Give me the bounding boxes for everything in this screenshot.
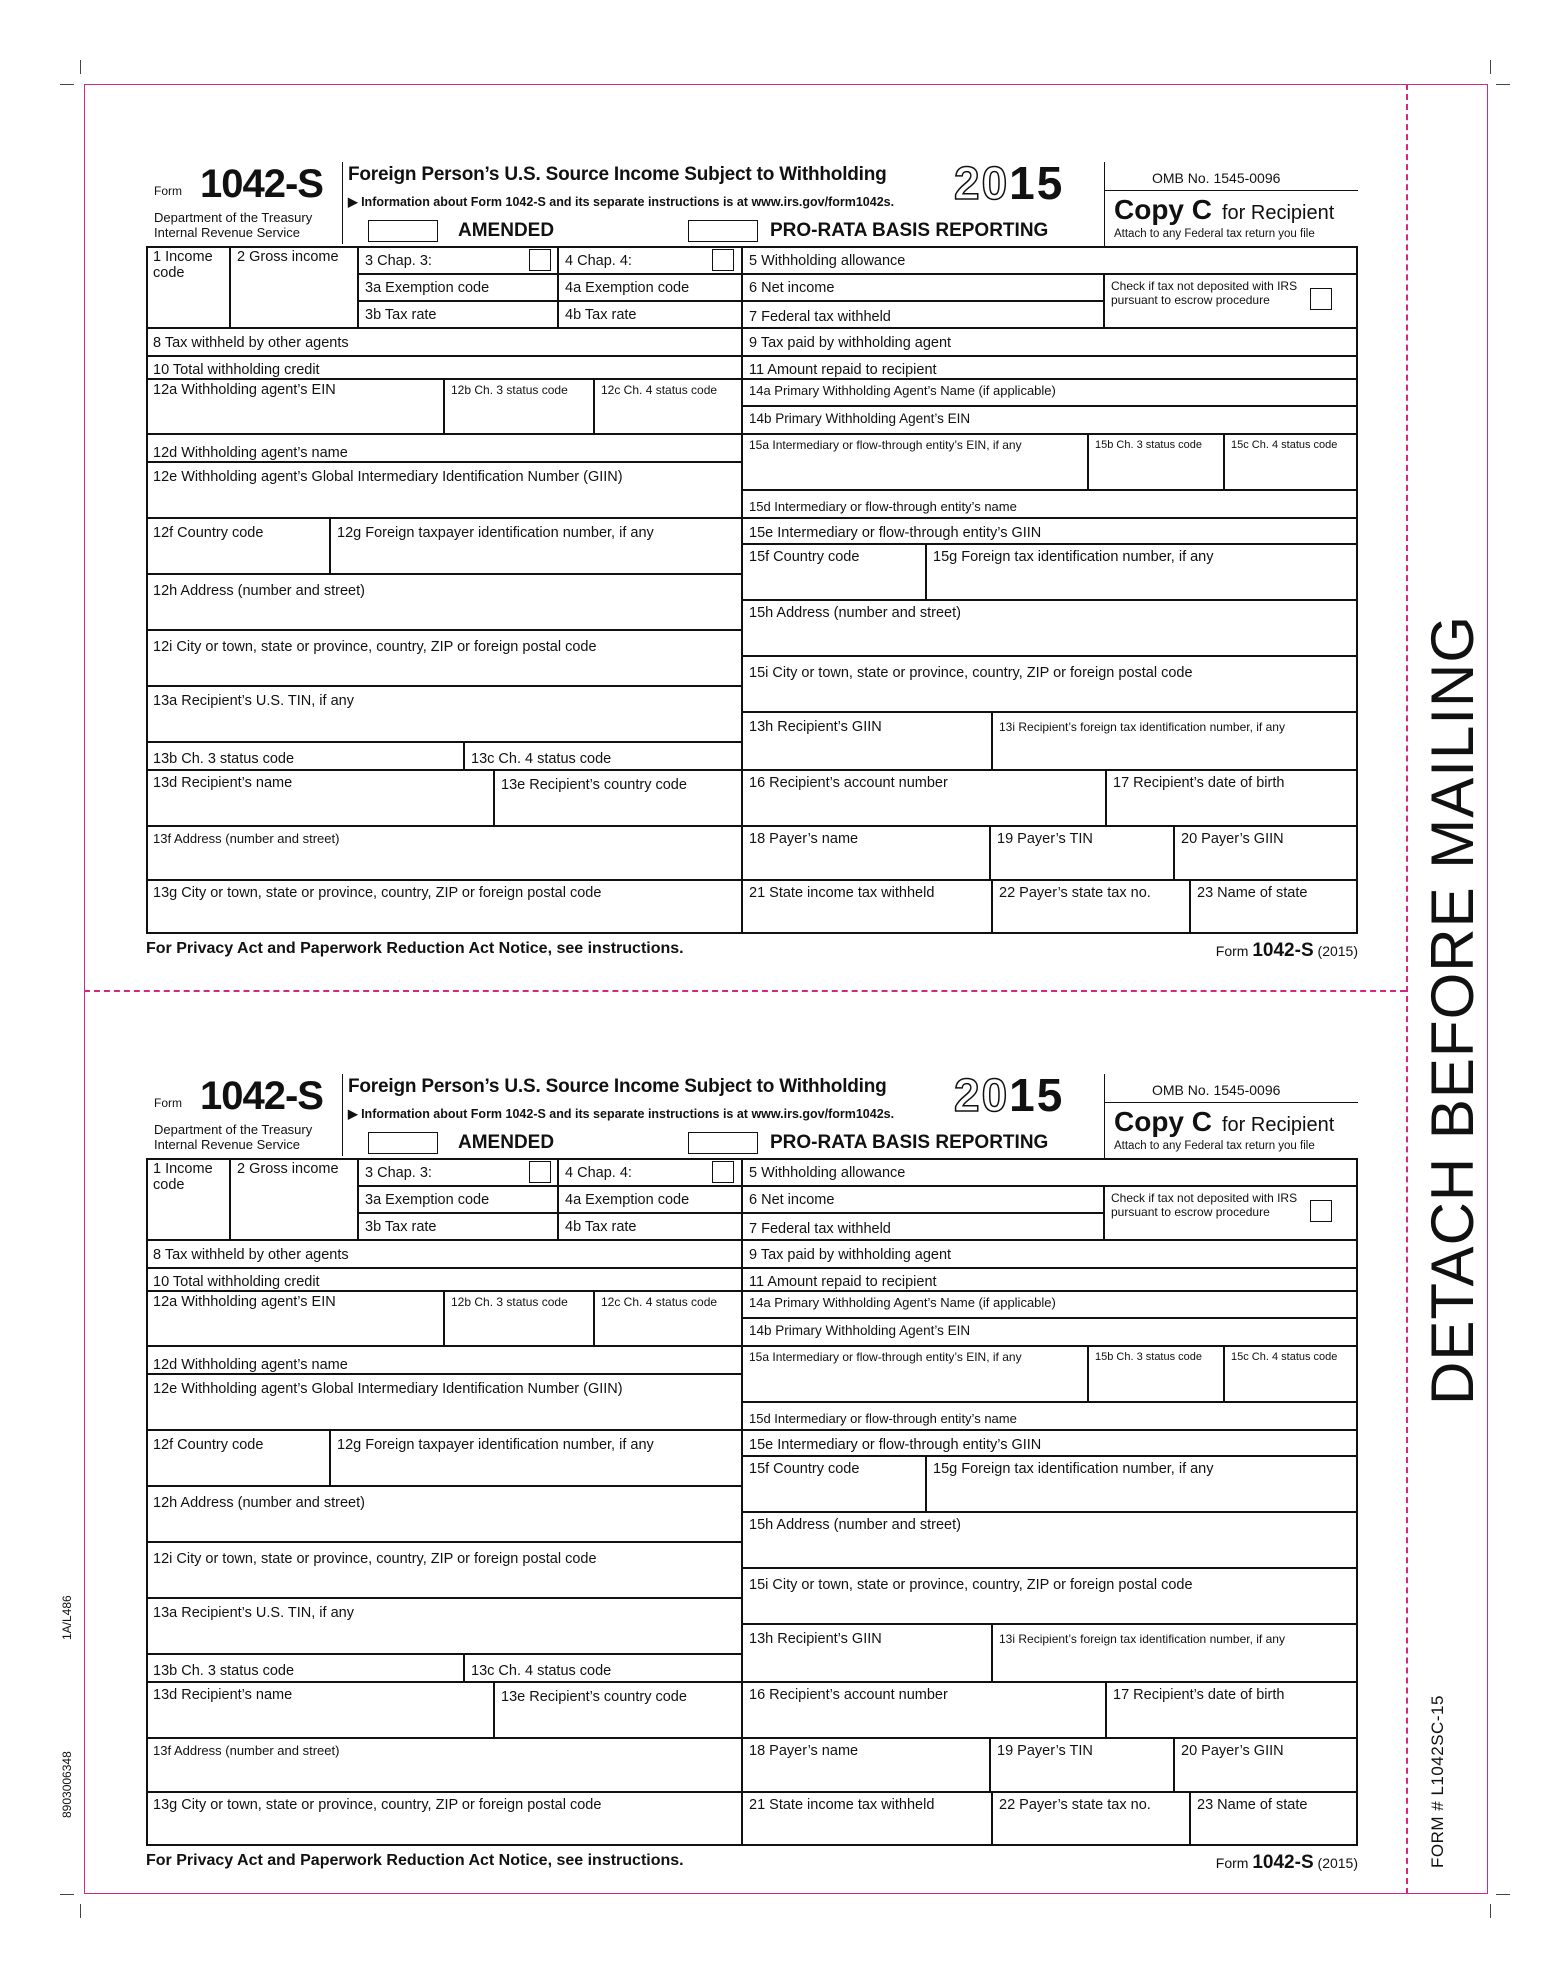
footer-form-id xyxy=(1216,940,1358,962)
crop-mark xyxy=(80,60,81,74)
field-4a-exemption-code[interactable]: 4a Exemption code xyxy=(558,274,742,301)
field-13e-recipient-country-code[interactable]: 13e Recipient’s country code xyxy=(494,770,742,826)
form-word: Form xyxy=(154,1096,182,1110)
privacy-notice: For Privacy Act and Paperwork Reduction Act Notice, see instructions. xyxy=(146,1852,684,1869)
footer-form-word: Form xyxy=(1215,943,1249,959)
field-13b-ch3-status[interactable]: 13b Ch. 3 status code xyxy=(146,742,464,770)
crop-mark xyxy=(80,1904,81,1918)
field-13c-ch4-status[interactable]: 13c Ch. 4 status code xyxy=(464,1654,742,1682)
footer-year: (2015) xyxy=(1317,943,1358,959)
form-code-text: FORM # L1042SC-15 xyxy=(1428,1695,1447,1868)
field-3a-exemption-code[interactable]: 3a Exemption code xyxy=(358,274,558,301)
form-number: 1042-S xyxy=(200,1074,323,1118)
field-12h-address[interactable]: 12h Address (number and street) xyxy=(146,574,742,630)
field-3b-tax-rate[interactable]: 3b Tax rate xyxy=(358,301,558,328)
field-22-payer-state-tax-no[interactable]: 22 Payer’s state tax no. xyxy=(992,1792,1190,1846)
field-15b-ch3-status[interactable]: 15b Ch. 3 status code xyxy=(1088,1346,1224,1402)
escrow-note: Check if tax not deposited with IRS pursuant to escrow procedure xyxy=(1104,1186,1358,1240)
field-23-name-of-state[interactable]: 23 Name of state xyxy=(1190,880,1358,934)
field-12e-agent-giin[interactable]: 12e Withholding agent’s Global Intermediary Identification Number (GIIN) xyxy=(146,462,742,518)
field-12i-city-state-zip[interactable]: 12i City or town, state or province, country, ZIP or foreign postal code xyxy=(146,1542,742,1598)
header-divider xyxy=(342,1074,343,1156)
field-11-amount-repaid[interactable]: 11 Amount repaid to recipient xyxy=(742,356,1358,379)
field-15e-intermediary-giin[interactable]: 15e Intermediary or flow-through entity’s GIIN xyxy=(742,518,1358,544)
escrow-checkbox[interactable] xyxy=(1310,1200,1332,1222)
omb-rule xyxy=(1104,190,1358,191)
form-word: Form xyxy=(154,184,182,198)
tax-year xyxy=(954,156,1064,210)
department xyxy=(154,1122,354,1152)
amended-label: AMENDED xyxy=(458,220,555,241)
field-13g-city-state-zip[interactable]: 13g City or town, state or province, country, ZIP or foreign postal code xyxy=(146,1792,742,1846)
field-16-account-number[interactable]: 16 Recipient’s account number xyxy=(742,1682,1106,1738)
field-12b-ch3-status[interactable]: 12b Ch. 3 status code xyxy=(444,1291,594,1346)
field-21-state-tax-withheld[interactable]: 21 State income tax withheld xyxy=(742,880,992,934)
escrow-checkbox[interactable] xyxy=(1310,288,1332,310)
department-line: Department of the Treasury xyxy=(154,210,313,225)
field-23-name-of-state[interactable]: 23 Name of state xyxy=(1190,1792,1358,1846)
field-4a-exemption-code[interactable]: 4a Exemption code xyxy=(558,1186,742,1213)
field-12g-foreign-tin[interactable]: 12g Foreign taxpayer identification number, if any xyxy=(330,1430,742,1486)
field-13f-address[interactable]: 13f Address (number and street) xyxy=(146,826,742,880)
field-15f-country-code[interactable]: 15f Country code xyxy=(742,1456,926,1512)
field-14b-primary-agent-ein[interactable]: 14b Primary Withholding Agent’s EIN xyxy=(742,406,1358,434)
field-15g-foreign-tin[interactable]: 15g Foreign tax identification number, if any xyxy=(926,544,1358,600)
field-17-date-of-birth[interactable]: 17 Recipient’s date of birth xyxy=(1106,770,1358,826)
field-13i-recipient-foreign-tin[interactable]: 13i Recipient’s foreign tax identification number, if any xyxy=(992,1624,1358,1682)
field-8-tax-withheld-other-agents[interactable]: 8 Tax withheld by other agents xyxy=(146,1240,742,1268)
field-13a-recipient-us-tin[interactable]: 13a Recipient’s U.S. TIN, if any xyxy=(146,1598,742,1654)
department-line: Internal Revenue Service xyxy=(154,225,300,240)
chap3-checkbox[interactable] xyxy=(529,249,551,271)
field-19-payer-tin[interactable]: 19 Payer’s TIN xyxy=(990,826,1174,880)
form-number: 1042-S xyxy=(200,162,323,206)
field-15a-intermediary-ein[interactable]: 15a Intermediary or flow-through entity’s EIN, if any xyxy=(742,434,1088,490)
form-copy-bottom xyxy=(146,1069,1358,1912)
field-6-net-income[interactable]: 6 Net income xyxy=(742,1186,1104,1213)
header-right-divider xyxy=(1104,1074,1105,1158)
field-4b-tax-rate[interactable]: 4b Tax rate xyxy=(558,301,742,328)
attach-note: Attach to any Federal tax return you file xyxy=(1114,228,1315,240)
field-14a-primary-agent-name[interactable]: 14a Primary Withholding Agent’s Name (if applicable) xyxy=(742,379,1358,406)
field-12a-agent-ein[interactable]: 12a Withholding agent’s EIN xyxy=(146,379,444,434)
field-15h-address[interactable]: 15h Address (number and street) xyxy=(742,600,1358,656)
footer-form-id xyxy=(1216,1852,1358,1874)
amended-checkbox[interactable] xyxy=(368,220,438,242)
field-9-tax-paid-by-agent[interactable]: 9 Tax paid by withholding agent xyxy=(742,1240,1358,1268)
field-3-chap3[interactable]: 3 Chap. 3: xyxy=(358,246,558,274)
field-3b-tax-rate[interactable]: 3b Tax rate xyxy=(358,1213,558,1240)
header-right-divider xyxy=(1104,162,1105,246)
field-12i-city-state-zip[interactable]: 12i City or town, state or province, country, ZIP or foreign postal code xyxy=(146,630,742,686)
field-13b-ch3-status[interactable]: 13b Ch. 3 status code xyxy=(146,1654,464,1682)
footer-form-word: Form xyxy=(1215,1855,1249,1871)
field-10-total-withholding-credit[interactable]: 10 Total withholding credit xyxy=(146,1268,742,1291)
info-line: ▶ Information about Form 1042-S and its separate instructions is at www.irs.gov/form1042s. xyxy=(348,195,895,209)
field-12d-agent-name[interactable]: 12d Withholding agent’s name xyxy=(146,434,742,462)
field-7-federal-tax-withheld[interactable]: 7 Federal tax withheld xyxy=(742,301,1104,328)
detach-perforation-vertical xyxy=(1406,84,1408,1894)
tax-year-suffix: 15 xyxy=(1009,157,1065,209)
header-divider xyxy=(342,162,343,244)
field-13a-recipient-us-tin[interactable]: 13a Recipient’s U.S. TIN, if any xyxy=(146,686,742,742)
field-15h-address[interactable]: 15h Address (number and street) xyxy=(742,1512,1358,1568)
omb-rule xyxy=(1104,1102,1358,1103)
field-2-gross-income[interactable]: 2 Gross income xyxy=(230,246,358,328)
field-8-tax-withheld-other-agents[interactable]: 8 Tax withheld by other agents xyxy=(146,328,742,356)
field-15c-ch4-status[interactable]: 15c Ch. 4 status code xyxy=(1224,434,1358,490)
field-20-payer-giin[interactable]: 20 Payer’s GIIN xyxy=(1174,1738,1358,1792)
department-line: Internal Revenue Service xyxy=(154,1137,300,1152)
copy-for: for Recipient xyxy=(1222,202,1335,224)
field-12f-country-code[interactable]: 12f Country code xyxy=(146,1430,330,1486)
field-17-date-of-birth[interactable]: 17 Recipient’s date of birth xyxy=(1106,1682,1358,1738)
field-22-payer-state-tax-no[interactable]: 22 Payer’s state tax no. xyxy=(992,880,1190,934)
field-12d-agent-name[interactable]: 12d Withholding agent’s name xyxy=(146,1346,742,1374)
field-1-income-code[interactable]: 1 Income code xyxy=(146,1158,230,1240)
field-3-chap3[interactable]: 3 Chap. 3: xyxy=(358,1158,558,1186)
copy-label: Copy C xyxy=(1114,1106,1212,1137)
copy-for: for Recipient xyxy=(1222,1114,1335,1136)
field-13h-recipient-giin[interactable]: 13h Recipient’s GIIN xyxy=(742,1624,992,1682)
pro-rata-checkbox[interactable] xyxy=(688,220,758,242)
field-10-total-withholding-credit[interactable]: 10 Total withholding credit xyxy=(146,356,742,379)
crop-mark xyxy=(60,84,74,85)
field-21-state-tax-withheld[interactable]: 21 State income tax withheld xyxy=(742,1792,992,1846)
field-4b-tax-rate[interactable]: 4b Tax rate xyxy=(558,1213,742,1240)
tax-year-prefix: 20 xyxy=(954,157,1010,209)
chap3-checkbox[interactable] xyxy=(529,1161,551,1183)
escrow-note: Check if tax not deposited with IRS pursuant to escrow procedure xyxy=(1104,274,1358,328)
footer-form-number: 1042-S xyxy=(1252,1852,1314,1873)
print-code-b: 8903006348 xyxy=(60,1751,74,1818)
tax-year xyxy=(954,1068,1064,1122)
print-code-a: 1A/L486 xyxy=(60,1595,74,1640)
field-15b-ch3-status[interactable]: 15b Ch. 3 status code xyxy=(1088,434,1224,490)
field-15g-foreign-tin[interactable]: 15g Foreign tax identification number, if any xyxy=(926,1456,1358,1512)
field-5-withholding-allowance[interactable]: 5 Withholding allowance xyxy=(742,246,1358,274)
field-9-tax-paid-by-agent[interactable]: 9 Tax paid by withholding agent xyxy=(742,328,1358,356)
crop-mark xyxy=(1490,1904,1491,1918)
field-1-income-code[interactable]: 1 Income code xyxy=(146,246,230,328)
field-13d-recipient-name[interactable]: 13d Recipient’s name xyxy=(146,1682,494,1738)
field-15d-intermediary-name[interactable]: 15d Intermediary or flow-through entity’s name xyxy=(742,1402,1358,1430)
amended-checkbox[interactable] xyxy=(368,1132,438,1154)
crop-mark xyxy=(1496,84,1510,85)
pro-rata-checkbox[interactable] xyxy=(688,1132,758,1154)
field-13f-address[interactable]: 13f Address (number and street) xyxy=(146,1738,742,1792)
field-4-chap4[interactable]: 4 Chap. 4: xyxy=(558,1158,742,1186)
attach-note: Attach to any Federal tax return you file xyxy=(1114,1140,1315,1152)
form-title: Foreign Person’s U.S. Source Income Subject to Withholding xyxy=(348,1076,887,1097)
field-18-payer-name[interactable]: 18 Payer’s name xyxy=(742,1738,990,1792)
field-15a-intermediary-ein[interactable]: 15a Intermediary or flow-through entity’s EIN, if any xyxy=(742,1346,1088,1402)
field-13h-recipient-giin[interactable]: 13h Recipient’s GIIN xyxy=(742,712,992,770)
crop-mark xyxy=(60,1894,74,1895)
field-13e-recipient-country-code[interactable]: 13e Recipient’s country code xyxy=(494,1682,742,1738)
field-12c-ch4-status[interactable]: 12c Ch. 4 status code xyxy=(594,1291,742,1346)
field-13c-ch4-status[interactable]: 13c Ch. 4 status code xyxy=(464,742,742,770)
field-12h-address[interactable]: 12h Address (number and street) xyxy=(146,1486,742,1542)
field-5-withholding-allowance[interactable]: 5 Withholding allowance xyxy=(742,1158,1358,1186)
privacy-notice: For Privacy Act and Paperwork Reduction Act Notice, see instructions. xyxy=(146,940,684,957)
field-19-payer-tin[interactable]: 19 Payer’s TIN xyxy=(990,1738,1174,1792)
field-14a-primary-agent-name[interactable]: 14a Primary Withholding Agent’s Name (if applicable) xyxy=(742,1291,1358,1318)
tax-year-suffix: 15 xyxy=(1009,1069,1065,1121)
field-12b-ch3-status[interactable]: 12b Ch. 3 status code xyxy=(444,379,594,434)
field-15e-intermediary-giin[interactable]: 15e Intermediary or flow-through entity’s GIIN xyxy=(742,1430,1358,1456)
field-6-net-income[interactable]: 6 Net income xyxy=(742,274,1104,301)
field-2-gross-income[interactable]: 2 Gross income xyxy=(230,1158,358,1240)
field-15d-intermediary-name[interactable]: 15d Intermediary or flow-through entity’s name xyxy=(742,490,1358,518)
field-12e-agent-giin[interactable]: 12e Withholding agent’s Global Intermediary Identification Number (GIIN) xyxy=(146,1374,742,1430)
footer-form-number: 1042-S xyxy=(1252,940,1314,961)
field-3a-exemption-code[interactable]: 3a Exemption code xyxy=(358,1186,558,1213)
field-16-account-number[interactable]: 16 Recipient’s account number xyxy=(742,770,1106,826)
field-15f-country-code[interactable]: 15f Country code xyxy=(742,544,926,600)
field-7-federal-tax-withheld[interactable]: 7 Federal tax withheld xyxy=(742,1213,1104,1240)
department-line: Department of the Treasury xyxy=(154,1122,313,1137)
tax-year-prefix: 20 xyxy=(954,1069,1010,1121)
form-copy-top xyxy=(146,157,1358,1000)
form-title: Foreign Person’s U.S. Source Income Subject to Withholding xyxy=(348,164,887,185)
field-12f-country-code[interactable]: 12f Country code xyxy=(146,518,330,574)
department xyxy=(154,210,354,240)
pro-rata-label: PRO-RATA BASIS REPORTING xyxy=(770,1132,1049,1153)
crop-mark xyxy=(1496,1894,1510,1895)
field-12a-agent-ein[interactable]: 12a Withholding agent’s EIN xyxy=(146,1291,444,1346)
field-15i-city-state-zip[interactable]: 15i City or town, state or province, country, ZIP or foreign postal code xyxy=(742,1568,1358,1624)
field-18-payer-name[interactable]: 18 Payer’s name xyxy=(742,826,990,880)
chap4-checkbox[interactable] xyxy=(712,249,734,271)
field-13g-city-state-zip[interactable]: 13g City or town, state or province, country, ZIP or foreign postal code xyxy=(146,880,742,934)
field-12g-foreign-tin[interactable]: 12g Foreign taxpayer identification number, if any xyxy=(330,518,742,574)
crop-mark xyxy=(1490,60,1491,74)
chap4-checkbox[interactable] xyxy=(712,1161,734,1183)
detach-before-mailing-text: DETACH BEFORE MAILING xyxy=(1419,615,1486,1405)
footer-year: (2015) xyxy=(1317,1855,1358,1871)
field-15c-ch4-status[interactable]: 15c Ch. 4 status code xyxy=(1224,1346,1358,1402)
field-13d-recipient-name[interactable]: 13d Recipient’s name xyxy=(146,770,494,826)
omb-number: OMB No. 1545-0096 xyxy=(1152,1082,1281,1098)
field-15i-city-state-zip[interactable]: 15i City or town, state or province, country, ZIP or foreign postal code xyxy=(742,656,1358,712)
omb-number: OMB No. 1545-0096 xyxy=(1152,170,1281,186)
field-12c-ch4-status[interactable]: 12c Ch. 4 status code xyxy=(594,379,742,434)
info-line: ▶ Information about Form 1042-S and its separate instructions is at www.irs.gov/form1042s. xyxy=(348,1107,895,1121)
field-20-payer-giin[interactable]: 20 Payer’s GIIN xyxy=(1174,826,1358,880)
amended-label: AMENDED xyxy=(458,1132,555,1153)
field-13i-recipient-foreign-tin[interactable]: 13i Recipient’s foreign tax identification number, if any xyxy=(992,712,1358,770)
copy-label: Copy C xyxy=(1114,194,1212,225)
pro-rata-label: PRO-RATA BASIS REPORTING xyxy=(770,220,1049,241)
field-14b-primary-agent-ein[interactable]: 14b Primary Withholding Agent’s EIN xyxy=(742,1318,1358,1346)
field-4-chap4[interactable]: 4 Chap. 4: xyxy=(558,246,742,274)
field-11-amount-repaid[interactable]: 11 Amount repaid to recipient xyxy=(742,1268,1358,1291)
